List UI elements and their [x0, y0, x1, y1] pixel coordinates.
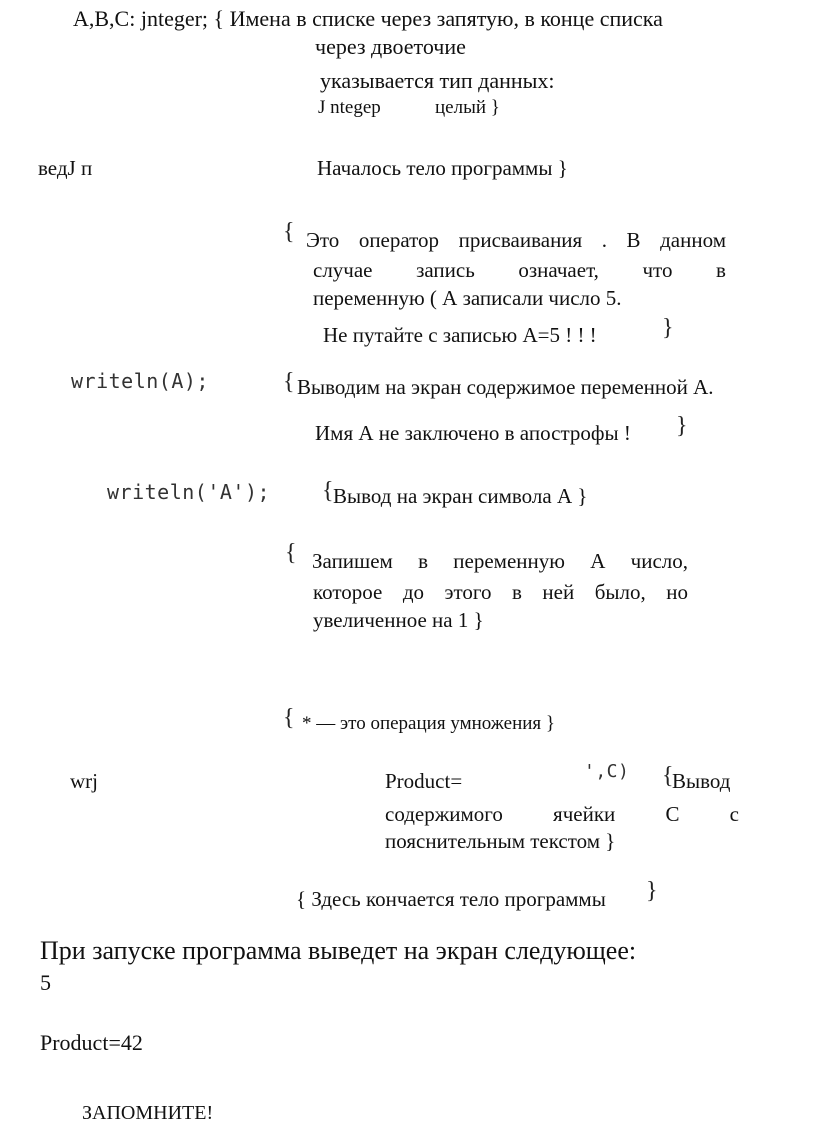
- increment-comment-line-1: Запишем в переменную А число,: [312, 549, 688, 573]
- product-string: Product=: [385, 769, 463, 793]
- assign-comment-line-1: Это оператор присваивания . В данном: [306, 228, 726, 252]
- product-comment-line-3: пояснительным текстом }: [385, 829, 616, 853]
- brace-close: }: [676, 413, 688, 439]
- declaration-line-2: через двоеточие: [315, 34, 466, 59]
- increment-comment-line-3: увеличенное на 1 }: [313, 608, 484, 632]
- assign-comment-line-2: случае запись означает, что в: [313, 258, 726, 282]
- brace-open: {: [283, 219, 295, 245]
- code-tail: ',C): [584, 761, 630, 782]
- output-line-2: Product=42: [40, 1030, 143, 1055]
- code-writeln-product-keyword: wrj: [70, 769, 98, 793]
- type-name: J ntegep: [318, 97, 381, 118]
- output-line-1: 5: [40, 970, 51, 995]
- mult-comment: * — это операция умножения }: [302, 713, 556, 734]
- begin-comment: Началось тело программы }: [317, 156, 568, 180]
- code-writeln-string: writeln('A');: [107, 480, 271, 504]
- assign-comment-line-3: переменную ( А записали число 5.: [313, 286, 622, 310]
- remember-heading: ЗАПОМНИТЕ!: [82, 1102, 214, 1124]
- writeln-string-comment: Вывод на экран символа А }: [333, 484, 588, 508]
- brace-open: {: [285, 540, 297, 566]
- type-description: целый }: [435, 97, 500, 118]
- writeln-var-comment-2: Имя А не заключено в апострофы !: [315, 421, 631, 445]
- declaration-line-3: указывается тип данных:: [320, 68, 555, 93]
- code-writeln-var: writeln(A);: [71, 369, 209, 393]
- writeln-var-comment-1: Выводим на экран содержимое переменной А.: [297, 375, 714, 399]
- product-comment-line-1: Вывод: [672, 769, 731, 793]
- brace-open: {: [322, 478, 334, 504]
- brace-close: }: [646, 878, 658, 904]
- product-comment-line-2: содержимого ячейки С с: [385, 802, 739, 826]
- end-comment: { Здесь кончается тело программы: [296, 887, 606, 911]
- increment-comment-line-2: которое до этого в ней было, но: [313, 580, 688, 604]
- output-heading: При запуске программа выведет на экран следующее:: [40, 936, 637, 965]
- assign-comment-line-4: Не путайте с записью А=5 ! ! !: [323, 323, 597, 347]
- declaration-line: A,B,C: jnteger; { Имена в списке через запятую, в конце списка: [73, 6, 663, 31]
- begin-keyword: ведJ п: [38, 156, 93, 180]
- brace-open: {: [283, 369, 295, 395]
- brace-close: }: [662, 315, 674, 341]
- brace-open: {: [283, 705, 295, 731]
- brace-open: {: [662, 763, 674, 789]
